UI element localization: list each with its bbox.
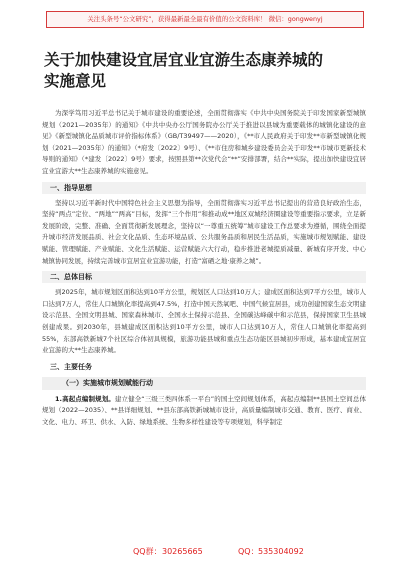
section-heading-guiding-ideology: 一、指导思想 — [42, 182, 366, 194]
footer-qq-contact-label: QQ： — [238, 547, 259, 556]
footer-qq-group-number: 30265665 — [162, 547, 203, 556]
task-item-1-text: 建立健全“三级三类四体系一平台”的国土空间规划体系，高起点编制**县国土空间总体规划（2022—2035）、**县详细规划、**县东部高铁新城城市设计，高质量编制城市交通、教育、医疗、商业、文化、电力、环卫、供水、入防、绿地系统、生物多样性建设等专项规划，科学制定 — [42, 394, 366, 426]
guiding-ideology-paragraph: 坚持以习近平新时代中国特色社会主义思想为指导，全面贯彻落实习近平总书记提出的营造良好政治生态，坚持“两点”定位、“两地”“两高”目标，发挥“三个作用”和推动成**地区双城经济圈建设等重要指示要求，立足新发展阶段，完整、准确、全面贯彻新发展理念，坚持以“一尊重五统筹”城市建设工作总要求为遵循，围绕全面提升城市经济发展品质、社会文化品质、生态环境品质、公共服务品质和居民生活品质，实施城市规划赋能、建设赋能、管理赋能、产业赋能、文化生活赋能、运营赋能六大行动，稳步推进老城提质减量、新城有序开发、中心城镇协同发展，持续完善城市宜居宜业宜游功能，打造“富硒之地·康养之城”。 — [42, 198, 366, 265]
task-item-1 — [42, 394, 366, 429]
footer-qq-group-label: QQ群： — [133, 547, 162, 556]
title-line-2: 实施意见 — [44, 72, 107, 90]
subsection-heading-planning: （一）实施城市规划赋能行动 — [42, 377, 366, 390]
task-item-1-lead: 1.高起点编制规划。 — [55, 394, 115, 403]
overall-goals-paragraph: 到2025年，城市规划区面积达到10平方公里，规划区人口达到10万人；建成区面积达到7平方公里，城市人口达到7万人，常住人口城镇化率提高到47.5%，打造中国天然氧吧、中国气候宜居县，成功创建国家生态文明建设示范县、全国文明县城、国家森林城市、全国水土保持示范县、全国碳达峰碳中和示范县，保持国家卫生县城创建成果。到2030年，县城建成区面积达到10平方公里，城市人口达到10万人，常住人口城镇化率提高到55%，东部高铁新城7个社区综合体初具规模，旅游功能县城和重点生态功能区县城初步形成，基本建成宜居宜业宜游的大**生态康养城。 — [42, 288, 366, 355]
footer-contact — [0, 545, 408, 559]
top-banner: 关注头条号“公文研究”，获得最新最全最有价值的公文资料库！ 微信：gongwenyj — [46, 11, 364, 28]
section-heading-main-tasks: 三、主要任务 — [50, 362, 92, 371]
footer-qq-contact-number: 535304092 — [258, 547, 304, 556]
intro-paragraph: 为深学笃用习近平总书记关于城市建设的重要论述，全面贯彻落实《中共中央国务院关于印发国家新型城镇规划（2021—2035年）的通知》《中共中央办公厅国务院办公厅关于推进以县城为重要载体的城镇化建设的意见》《新型城镇化品质城市评价指标体系》（GB/T39497——2020），《**市人民政府关于印发**市新型城镇化规划（2021—2035年）的通知》（*府发〔2022〕9号）、《**市住房和城乡建设委员会关于印发**市城市更新技术导则的通知》（*建发〔2022〕9号）要求，按照县第**次党代会“**”安排部署，结合**实际，提出加快建设宜居宜业宜游大**生态康养城的实施意见。 — [42, 109, 366, 175]
document-body — [42, 108, 366, 428]
document-title — [44, 50, 364, 92]
section-heading-overall-goals: 二、总体目标 — [42, 271, 366, 283]
title-line-1: 关于加快建设宜居宜业宜游生态康养城的 — [44, 51, 324, 69]
